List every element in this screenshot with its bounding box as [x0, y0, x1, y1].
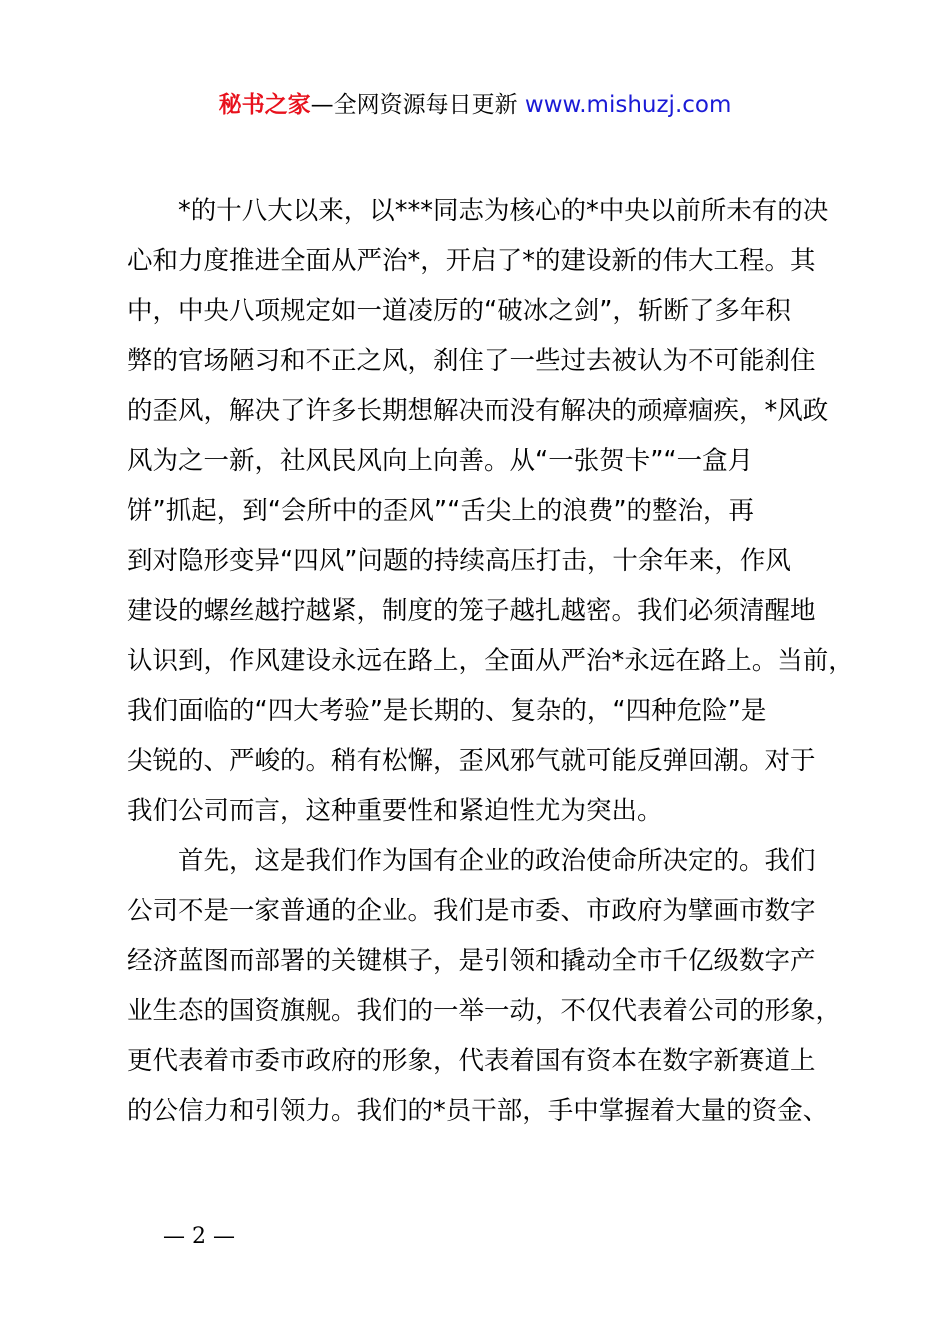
paragraph-1 — [127, 186, 854, 836]
paragraph-line: 弊的官场陋习和不正之风，刹住了一些过去被认为不可能刹住 — [127, 346, 816, 376]
paragraph-line: 建设的螺丝越拧越紧，制度的笼子越扎越密。我们必须清醒地 — [127, 596, 816, 626]
paragraph-line: 公司不是一家普通的企业。我们是市委、市政府为擘画市数字 — [127, 896, 816, 926]
page-number: — 2 — — [163, 1224, 235, 1249]
paragraph-line: 业生态的国资旗舰。我们的一举一动，不仅代表着公司的形象， — [127, 996, 842, 1026]
paragraph-2 — [127, 836, 842, 1136]
paragraph-line: 到对隐形变异“四风”问题的持续高压打击，十余年来，作风 — [127, 546, 791, 576]
paragraph-line: 尖锐的、严峻的。稍有松懈，歪风邪气就可能反弹回潮。对于 — [127, 746, 816, 776]
paragraph-line: 的公信力和引领力。我们的*员干部，手中掌握着大量的资金、 — [127, 1096, 829, 1126]
paragraph-line: 心和力度推进全面从严治*，开启了*的建设新的伟大工程。其 — [127, 246, 816, 276]
paragraph-line: 饼”抓起，到“会所中的歪风”“舌尖上的浪费”的整治，再 — [127, 496, 755, 526]
paragraph-line: *的十八大以来，以***同志为核心的*中央以前所未有的决 — [178, 196, 829, 226]
header-tagline: —全网资源每日更新 — [310, 92, 518, 118]
paragraph-line: 我们公司而言，这种重要性和紧迫性尤为突出。 — [127, 796, 663, 826]
paragraph-line: 经济蓝图而部署的关键棋子，是引领和撬动全市千亿级数字产 — [127, 946, 816, 976]
paragraph-line: 风为之一新，社风民风向上向善。从“一张贺卡”“一盒月 — [127, 446, 754, 476]
header-url[interactable]: www.mishuzj.com — [524, 92, 732, 118]
paragraph-line: 我们面临的“四大考验”是长期的、复杂的，“四种危险”是 — [127, 696, 767, 726]
paragraph-line: 更代表着市委市政府的形象，代表着国有资本在数字新赛道上 — [127, 1046, 816, 1076]
page-header — [0, 88, 950, 122]
paragraph-line: 首先，这是我们作为国有企业的政治使命所决定的。我们 — [178, 846, 816, 876]
document-body — [127, 186, 854, 1136]
paragraph-line: 认识到，作风建设永远在路上，全面从严治*永远在路上。当前， — [127, 646, 854, 676]
paragraph-line: 的歪风，解决了许多长期想解决而没有解决的顽瘴痼疾，*风政 — [127, 396, 829, 426]
brand-name: 秘书之家 — [218, 92, 311, 118]
paragraph-line: 中，中央八项规定如一道凌厉的“破冰之剑”，斩断了多年积 — [127, 296, 791, 326]
